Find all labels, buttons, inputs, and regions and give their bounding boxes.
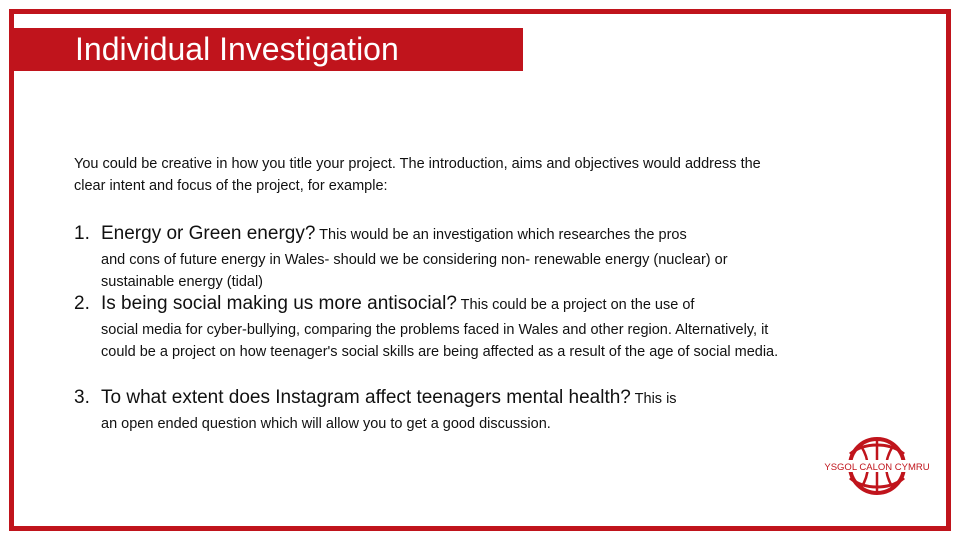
item-description: social media for cyber-bullying, comparing the problems faced in Wales and other region. Alternatively, it could be a project on how teenager's social skills are being affected as a result of the age of social media. — [101, 322, 779, 360]
item-question: To what extent does Instagram affect teenagers mental health? — [101, 387, 631, 408]
item-number: 1. — [74, 223, 90, 244]
item-lead-text: This could be a project on the use of — [456, 297, 695, 313]
list-item — [74, 290, 794, 363]
intro-paragraph: You could be creative in how you title your project. The introduction, aims and objectives would address the clear intent and focus of the project, for example: — [74, 156, 761, 194]
list-item — [74, 220, 794, 293]
school-logo-icon — [812, 430, 942, 526]
list-item — [74, 384, 794, 436]
item-lead-text: This is — [630, 391, 677, 407]
item-question: Energy or Green energy? — [101, 223, 316, 244]
item-description: and cons of future energy in Wales- should we be considering non- renewable energy (nuclear) or sustainable energy (tidal) — [101, 252, 728, 290]
item-lead-text: This would be an investigation which researches the pros — [315, 227, 687, 243]
item-description: an open ended question which will allow you to get a good discussion. — [101, 416, 551, 432]
slide-title: Individual Investigation — [75, 31, 399, 67]
item-number: 2. — [74, 293, 90, 314]
logo-text: YSGOL CALON CYMRU — [824, 462, 930, 473]
item-number: 3. — [74, 387, 90, 408]
school-logo — [812, 430, 942, 526]
item-question: Is being social making us more antisocial? — [101, 293, 457, 314]
